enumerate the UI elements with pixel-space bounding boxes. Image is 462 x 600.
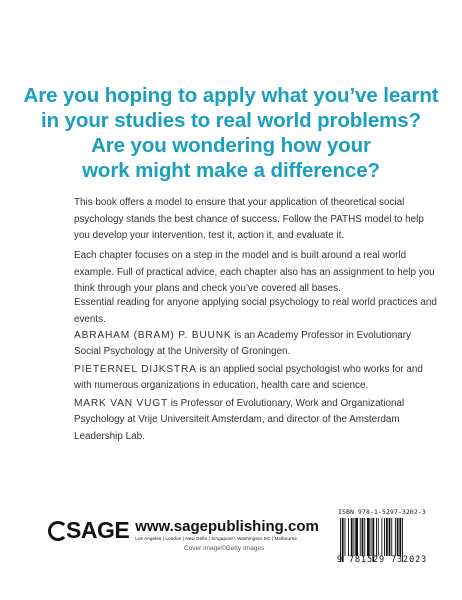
blurb-paragraph-1: This book offers a model to ensure that your application of theoretical social psychology stands the best chance of success. Follow the PATHS model to help you develop your intervention, test it, action it, and evaluate it. <box>74 197 424 242</box>
author-bio-3 <box>74 396 436 445</box>
author-name: ABRAHAM (BRAM) P. BUUNK <box>74 330 232 341</box>
cover-image-credit: Cover image©Getty Images <box>184 545 265 552</box>
sage-swoosh-icon <box>48 521 68 541</box>
sage-logo-text: SAGE <box>66 517 130 543</box>
author-description: is an Academy Professor in Evolutionary Social Psychology at the University of Groningen. <box>74 330 411 358</box>
sage-logo-mark <box>48 517 129 544</box>
author-name: MARK VAN VUGT <box>74 398 168 409</box>
author-bio-1 <box>74 328 436 361</box>
isbn-label: ISBN 978-1-5297-3202-3 <box>338 509 426 516</box>
headline-1-line-2: in your studies to real world problems? <box>41 109 421 132</box>
headline-2-line-2: work might make a difference? <box>82 159 380 182</box>
blurb-paragraph-3: Essential reading for anyone applying social psychology to real world practices and events. <box>74 297 437 325</box>
author-name: PIETERNEL DIJKSTRA <box>74 364 197 375</box>
barcode-digits: 9 781529 732023 <box>336 555 428 565</box>
headline-question-1 <box>0 83 462 133</box>
isbn-barcode <box>336 508 428 568</box>
headline-1-line-1: Are you hoping to apply what you’ve learnt <box>23 84 439 107</box>
author-bio-2 <box>74 362 436 395</box>
headline-2-line-1: Are you wondering how your <box>91 134 371 157</box>
headline-question-2 <box>0 133 462 183</box>
author-description: is an applied social psychologist who works for and with numerous organizations in education, health care and science. <box>74 364 423 392</box>
blurb-paragraph-2: Each chapter focuses on a step in the model and is built around a real world example. Full of practical advice, each chapter also has an assignment to help you think through your plans and check you’ve covered all bases. <box>74 250 435 295</box>
publisher-cities: Los Angeles | London | New Delhi | Singapore | Washington DC | Melbourne <box>135 536 298 541</box>
publisher-logo <box>48 517 319 544</box>
author-description: is Professor of Evolutionary, Work and Organizational Psychology at Vrije Universiteit Amsterdam, and director of the Amsterdam Leadership Lab. <box>74 398 405 442</box>
publisher-url: www.sagepublishing.com <box>135 518 319 535</box>
